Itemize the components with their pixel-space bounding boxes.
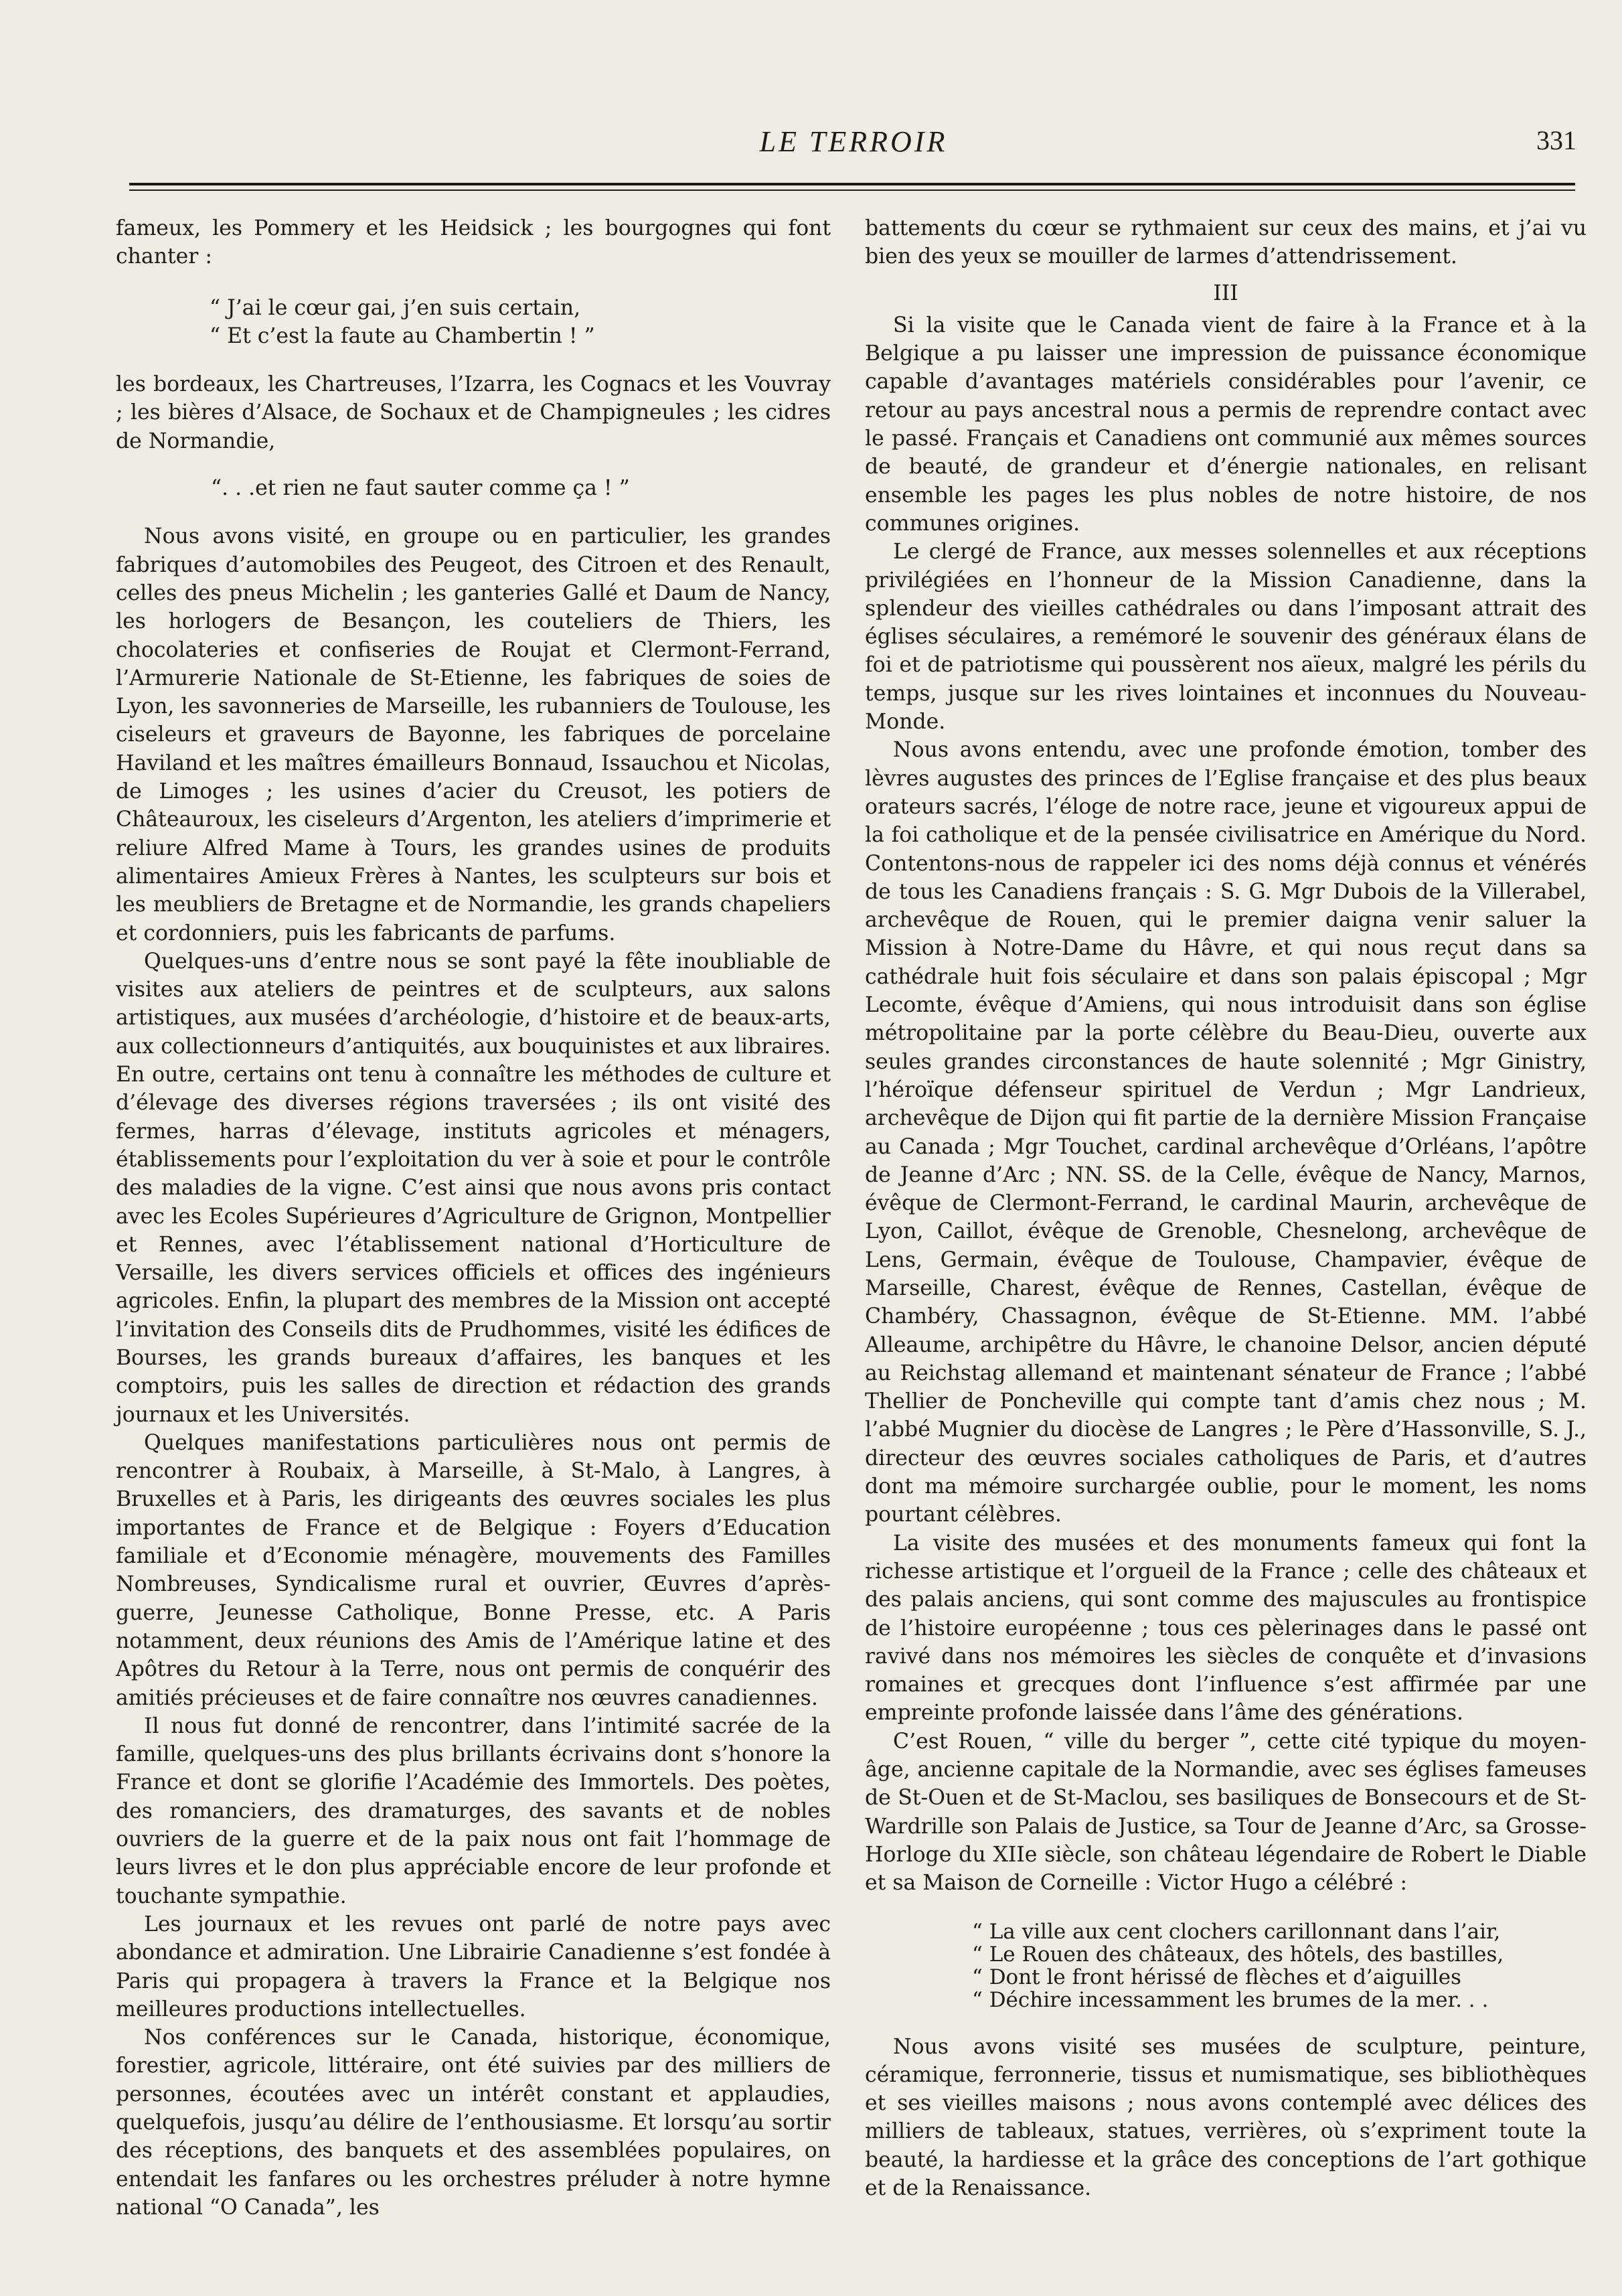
paragraph: battements du cœur se rythmaient sur ceux des mains, et j’ai vu bien des yeux se mouiller de larmes d’attendrissement.	[865, 216, 1587, 269]
header-rule-thick	[129, 183, 1575, 185]
paragraph: La visite des musées et des monuments fameux qui font la richesse artistique et l’orgueil de la France ; celle des châteaux et des palais anciens, qui sont comme des majuscules au frontispice de l’histoire européenne ; tous ces pèlerinages dans le passé ont ravivé dans nos mémoires les siècles de conquête et d’invasions romaines et grecques dont l’influence s’est affirmée par une empreinte profonde laissée dans l’âme des générations.	[865, 1531, 1587, 1726]
paragraph: Nous avons visité, en groupe ou en particulier, les grandes fabriques d’automobiles des Peugeot, des Citroen et des Renault, celles des pneus Michelin ; les ganteries Gallé et Daum de Nancy, les horlogers de Besançon, les couteliers de Thiers, les chocolateries et confiseries de Roujat et Clermont-Ferrand, l’Armurerie Nationale de St-Etienne, les fabriques de soies de Lyon, les savonneries de Marseille, les rubanniers de Toulouse, les ciseleurs et graveurs de Bayonne, les fabriques de porcelaine Haviland et les maîtres émailleurs Bonnaud, Issauchou et Nicolas, de Limoges ; les usines d’acier du Creusot, les potiers de Châteauroux, les ciseleurs d’Argenton, les ateliers d’imprimerie et reliure Alfred Mame à Tours, les grandes usines de produits alimentaires Amieux Frères à Nantes, les sculpteurs sur bois et les meubliers de Bretagne et de Normandie, les grands chapeliers et cordonniers, puis les fabricants de parfums.	[116, 524, 831, 945]
right-column	[865, 214, 1587, 2202]
header-rule-thin	[129, 189, 1575, 191]
paragraph: Nous avons visité ses musées de sculpture, peinture, céramique, ferronnerie, tissus et numismatique, ses bibliothèques et ses vieilles maisons ; nous avons contemplé avec délices des milliers de tableaux, statues, verrières, où s’expriment toute la beauté, la hardiesse et la grâce des conceptions de l’art gothique et de la Renaissance.	[865, 2034, 1587, 2200]
paragraph: Nous avons entendu, avec une profonde émotion, tomber des lèvres augustes des princes de l’Eglise française et des plus beaux orateurs sacrés, l’éloge de notre race, jeune et vigoureux appui de la foi catholique et de la pensée civilisatrice en Amérique du Nord. Contentons-nous de rappeler ici des noms déjà connus et vénérés de tous les Canadiens français : S. G. Mgr Dubois de la Villerabel, archevêque de Rouen, qui le premier daigna venir saluer la Mission à Notre-Dame du Hâvre, et qui nous reçut dans sa cathédrale huit fois séculaire et dans son palais épiscopal ; Mgr Lecomte, évêque d’Amiens, qui nous introduisit dans son église métropolitaine par la porte célèbre du Beau-Dieu, ouverte aux seules grandes circonstances de haute solennité ; Mgr Ginistry, l’héroïque défenseur spirituel de Verdun ; Mgr Landrieux, archevêque de Dijon qui fit partie de la dernière Mission Française au Canada ; Mgr Touchet, cardinal archevêque d’Orléans, l’apôtre de Jeanne d’Arc ; NN. SS. de la Celle, évêque de Nancy, Marnos, évêque de Clermont-Ferrand, le cardinal Maurin, archevêque de Lyon, Caillot, évêque de Grenoble, Chesnelong, archevêque de Lens, Germain, évêque de Toulouse, Champavier, évêque de Marseille, Charest, évêque de Rennes, Castellan, évêque de Chambéry, Chassagnon, évêque de St-Etienne. MM. l’abbé Alleaume, archipêtre du Hâvre, le chanoine Delsor, ancien député au Reichstag allemand et maintenant sénateur de France ; l’abbé Thellier de Poncheville qui compte tant d’amis chez nous ; M. l’abbé Mugnier du diocèse de Langres ; le Père d’Hassonville, S. J., directeur des œuvres sociales catholiques de Paris, et d’autres dont ma mémoire surchargée oublie, pour le moment, les noms pourtant célèbres.	[865, 738, 1587, 1527]
paragraph: C’est Rouen, “ ville du berger ”, cette cité typique du moyen-âge, ancienne capitale de la Normandie, avec ses églises fameuses de St-Ouen et de St-Maclou, ses basiliques de Bonsecours et de St-Wardrille son Palais de Justice, sa Tour de Jeanne d’Arc, sa Grosse-Horloge du XIIe siècle, son château légendaire de Robert le Diable et sa Maison de Corneille : Victor Hugo a célébré :	[865, 1729, 1587, 1896]
verse-quote	[116, 294, 831, 351]
verse-line: “ Dont le front hérissé de flèches et d’aiguilles	[972, 1965, 1461, 1989]
verse-line: “ La ville aux cent clochers carillonnant dans l’air,	[972, 1919, 1501, 1944]
verse-line: “ Le Rouen des châteaux, des hôtels, des bastilles,	[972, 1942, 1504, 1967]
paragraph: Si la visite que le Canada vient de faire à la France et à la Belgique a pu laisser une impression de puissance économique capable d’avantages matériels considérables pour l’avenir, ce retour au pays ancestral nous a permis de reprendre contact avec le passé. Français et Canadiens ont communié aux mêmes sources de beauté, de grandeur et d’énergie nationales, en relisant ensemble les pages les plus nobles de notre histoire, de nos communes origines.	[865, 313, 1587, 536]
left-column	[116, 214, 831, 2222]
page-header	[131, 125, 1576, 165]
paragraph: Quelques manifestations particulières nous ont permis de rencontrer à Roubaix, à Marseille, à St-Malo, à Langres, à Bruxelles et à Paris, les dirigeants des œuvres sociales les plus importantes de France et de Belgique : Foyers d’Education familiale et d’Economie ménagère, mouvements des Familles Nombreuses, Syndicalisme rural et ouvrier, Œuvres d’après-guerre, Jeunesse Catholique, Bonne Presse, etc. A Paris notamment, deux réunions des Amis de l’Amérique latine et des Apôtres du Retour à la Terre, nous ont permis de conquérir des amitiés précieuses et de faire connaître nos œuvres canadiennes.	[116, 1430, 831, 1710]
paragraph: les bordeaux, les Chartreuses, l’Izarra, les Cognacs et les Vouvray ; les bières d’Alsace, de Sochaux et de Champigneules ; les cidres de Normandie,	[116, 372, 831, 453]
verse-quote	[116, 474, 831, 502]
verse-line: “ Et c’est la faute au Chambertin ! ”	[210, 323, 595, 348]
paragraph: Quelques-uns d’entre nous se sont payé la fête inoubliable de visites aux ateliers de peintres et de sculpteurs, aux salons artistiques, aux musées d’archéologie, d’histoire et de beaux-arts, aux collectionneurs d’antiquités, aux bouquinistes et aux libraires. En outre, certains ont tenu à connaître les méthodes de culture et d’élevage des diverses régions traversées ; ils ont visité des fermes, harras d’élevage, instituts agricoles et ménagers, établissements pour l’exploitation du ver à soie et pour le contrôle des maladies de la vigne. C’est ainsi que nous avons pris contact avec les Ecoles Supérieures d’Agriculture de Grignon, Montpellier et Rennes, avec l’établissement national d’Horticulture de Versaille, les divers services officiels et offices des ingénieurs agricoles. Enfin, la plupart des membres de la Mission ont accepté l’invitation des Conseils dits de Prudhommes, visité les édifices de Bourses, les grands bureaux d’affaires, les banques et les comptoirs, puis les salles de direction et rédaction des grands journaux et les Universités.	[116, 949, 831, 1427]
verse-quote	[865, 1920, 1587, 2011]
paragraph: Il nous fut donné de rencontrer, dans l’intimité sacrée de la famille, quelques-uns des plus brillants écrivains dont s’honore la France et dont se glorifie l’Académie des Immortels. Des poètes, des romanciers, des dramaturges, des savants et de nobles ouvriers de la guerre et de la paix nous ont fait l’hommage de leurs livres et le don plus appréciable encore de leur profonde et touchante sympathie.	[116, 1713, 831, 1908]
section-heading: III	[1213, 281, 1238, 305]
verse-line: “. . .et rien ne faut sauter comme ça ! ”	[211, 476, 630, 501]
running-title: LE TERROIR	[759, 125, 948, 158]
verse-line: “ J’ai le cœur gai, j’en suis certain,	[210, 295, 581, 320]
paragraph: Nos conférences sur le Canada, historique, économique, forestier, agricole, littéraire, ont été suivies par des milliers de personnes, écoutées avec un intérêt constant et applaudies, quelquefois, jusqu’au délire de l’enthousiasme. Et lorsqu’au sortir des réceptions, des banquets et des assemblées populaires, on entendait les fanfares ou les orchestres préluder à notre hymne national “O Canada”, les	[116, 2025, 831, 2220]
paragraph: Les journaux et les revues ont parlé de notre pays avec abondance et admiration. Une Librairie Canadienne s’est fondée à Paris qui propagera à travers la France et la Belgique nos meilleures productions intellectuelles.	[116, 1912, 831, 2021]
page-number: 331	[1536, 125, 1576, 155]
paragraph: fameux, les Pommery et les Heidsick ; les bourgognes qui font chanter :	[116, 216, 831, 269]
verse-line: “ Déchire incessamment les brumes de la mer. . .	[972, 1987, 1489, 2012]
paragraph: Le clergé de France, aux messes solennelles et aux réceptions privilégiées en l’honneur de la Mission Canadienne, dans la splendeur des vieilles cathédrales ou dans l’imposant attrait des églises séculaires, a remémoré le souvenir des généraux élans de foi et de patriotisme qui poussèrent nos aïeux, malgré les périls du temps, jusque sur les rives lointaines et inconnues du Nouveau-Monde.	[865, 540, 1587, 735]
